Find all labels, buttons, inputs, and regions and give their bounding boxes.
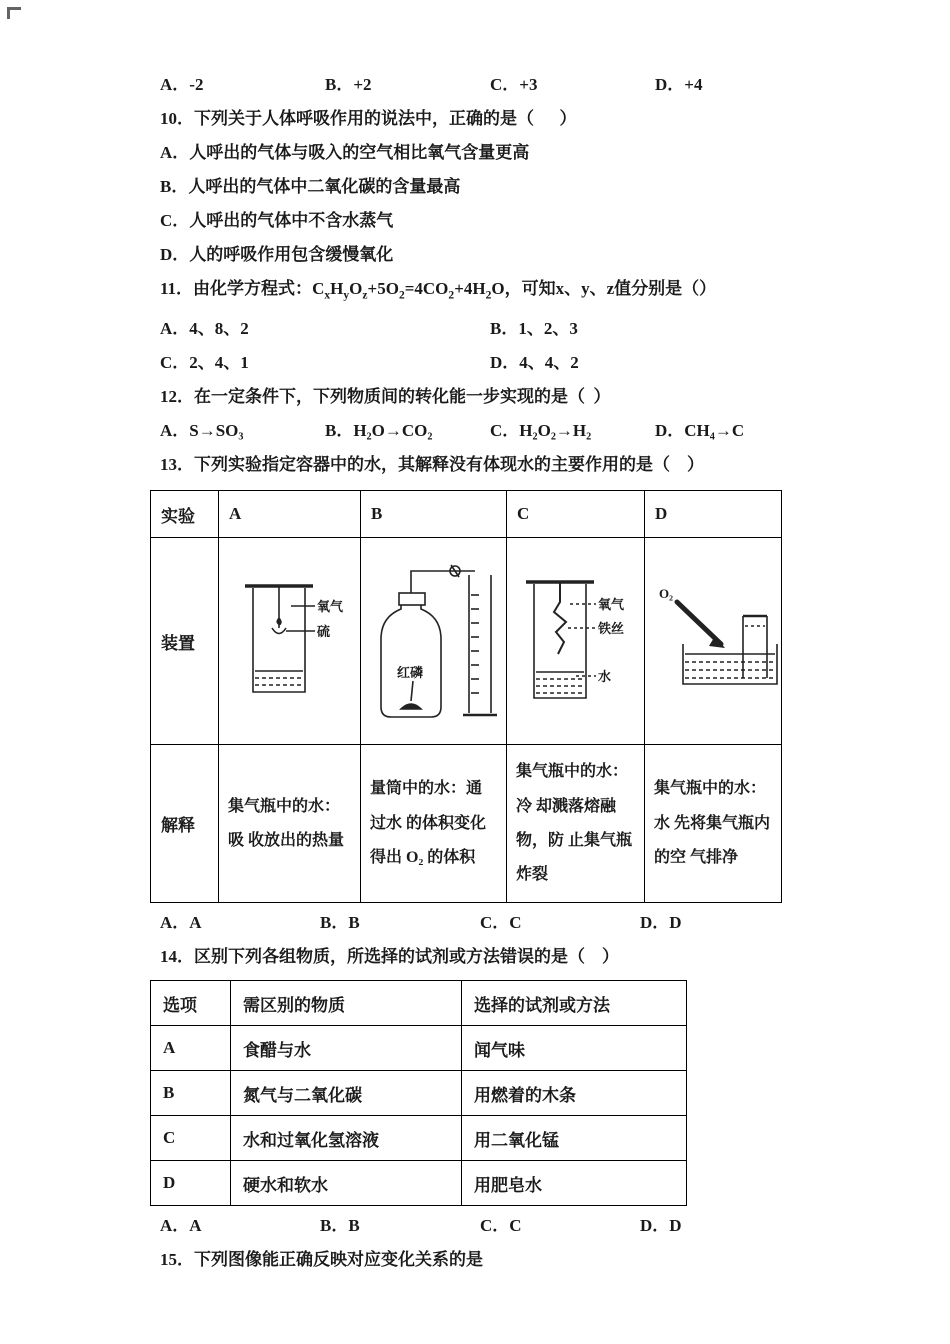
- scan-corner-artifact: [7, 7, 21, 19]
- option-item: D．CH₄→C: [655, 421, 745, 441]
- label-red-phosphorus: 红磷: [396, 665, 423, 681]
- trough-and-tube-shape: [677, 602, 777, 684]
- option-item: A．-2: [160, 75, 204, 94]
- q14-table-header-row: [151, 981, 687, 1026]
- q14-stem: 14．区别下列各组物质，所选择的试剂或方法错误的是（ ）: [160, 947, 619, 967]
- q13-table-header-row: [151, 491, 782, 538]
- jar-and-cylinder-shape: [381, 565, 497, 717]
- q13-apparatus-row-header: 装置: [151, 538, 219, 745]
- option-item: C．C: [480, 913, 522, 933]
- q11-options-row-2: [160, 346, 800, 380]
- q13-corner-header: 实验: [151, 491, 219, 538]
- label-oxygen: 氧气: [316, 598, 343, 614]
- q14-row-b-option: B: [151, 1071, 231, 1116]
- option-item: D．D: [640, 1216, 682, 1236]
- table-row: [151, 1026, 687, 1071]
- option-item: A．A: [160, 1216, 202, 1236]
- gas-bottle-shape: [245, 586, 315, 692]
- gas-bottle-wire-shape: [526, 582, 596, 698]
- label-oxygen: 氧气: [597, 597, 624, 613]
- q13-stem: 13．下列实验指定容器中的水，其解释没有体现水的主要作用的是（ ）: [160, 455, 704, 475]
- exam-content: [160, 68, 800, 1277]
- q12-options-row: [160, 414, 800, 448]
- q13-explanation-row: [151, 745, 782, 903]
- q10-stem: 10．下列关于人体呼吸作用的说法中，正确的是（ ）: [160, 109, 577, 128]
- q13-apparatus-row: [151, 538, 782, 745]
- sulfur-in-oxygen-bottle-diagram: [225, 574, 355, 709]
- q13-explanation-cell-a: 集气瓶中的水：吸 收放出的热量: [219, 745, 361, 903]
- q13-col-header-a: A: [219, 491, 361, 538]
- option-item: B．H₂O→CO₂: [325, 421, 433, 441]
- option-item: A．A: [160, 913, 202, 933]
- q13-apparatus-cell-d: [645, 538, 782, 745]
- q13-apparatus-cell-b: [361, 538, 507, 745]
- label-water: 水: [597, 669, 611, 685]
- q11-chemical-equation: $C_xH_yO_z+5O_2=4CO_2+4H_2O$: [312, 279, 505, 302]
- q14-row-d-substances: 硬水和软水: [231, 1161, 462, 1206]
- q14-row-c-method: 用二氧化锰: [462, 1116, 687, 1161]
- option-item: B．+2: [325, 75, 372, 94]
- option-item: B．1、2、3: [490, 319, 578, 339]
- q11-stem-suffix: ，可知x、y、z值分别是（）: [504, 279, 717, 298]
- option-item: D．D: [640, 913, 682, 933]
- q14-row-c-substances: 水和过氧化氢溶液: [231, 1116, 462, 1161]
- iron-wire-in-oxygen-diagram: [510, 570, 642, 712]
- q14-row-a-option: A: [151, 1026, 231, 1071]
- water-displacement-collection-diagram: [647, 582, 783, 700]
- q13-experiment-table: [150, 490, 782, 903]
- q13-answer-options-row: [160, 906, 800, 940]
- q13-explanation-cell-b: 量筒中的水：通过水 的体积变化得出 O₂ 的体积: [361, 745, 507, 903]
- q13-explanation-cell-c: 集气瓶中的水：冷 却溅落熔融物，防 止集气瓶炸裂: [507, 745, 645, 903]
- q14-header-substances: 需区别的物质: [231, 981, 462, 1026]
- table-row: [151, 1161, 687, 1206]
- q11-options-row-1: [160, 312, 800, 346]
- q10-option-b: B．人呼出的气体中二氧化碳的含量最高: [160, 177, 461, 196]
- option-item: B．B: [320, 913, 360, 933]
- q14-reagent-table: [150, 980, 687, 1206]
- option-item: D．+4: [655, 75, 703, 94]
- q13-explanation-row-header: 解释: [151, 745, 219, 903]
- red-phosphorus-cylinder-diagram: [365, 555, 503, 727]
- table-row: [151, 1071, 687, 1116]
- option-item: A．4、8、2: [160, 319, 249, 339]
- q9-options-row: [160, 68, 800, 102]
- q14-row-b-substances: 氮气与二氧化碳: [231, 1071, 462, 1116]
- q15-stem: 15．下列图像能正确反映对应变化关系的是: [160, 1250, 483, 1270]
- q13-explanation-cell-d: 集气瓶中的水：水 先将集气瓶内的空 气排净: [645, 745, 782, 903]
- q12-stem: 12．在一定条件下，下列物质间的转化能一步实现的是（ ）: [160, 387, 611, 407]
- q11-stem-prefix: 11．由化学方程式：: [160, 279, 313, 298]
- q13-col-header-c: C: [507, 491, 645, 538]
- q14-header-option: 选项: [151, 981, 231, 1026]
- q14-row-a-method: 闻气味: [462, 1026, 687, 1071]
- q10-option-d: D．人的呼吸作用包含缓慢氧化: [160, 245, 394, 264]
- option-item: C．+3: [490, 75, 538, 94]
- q14-header-method: 选择的试剂或方法: [462, 981, 687, 1026]
- q14-row-c-option: C: [151, 1116, 231, 1161]
- option-item: C．C: [480, 1216, 522, 1236]
- option-item: C．H₂O₂→H₂: [490, 421, 592, 441]
- q14-row-d-method: 用肥皂水: [462, 1161, 687, 1206]
- option-item: C．2、4、1: [160, 353, 249, 373]
- label-o2-gas: O₂: [659, 586, 674, 602]
- q11-stem: [160, 272, 800, 312]
- q13-apparatus-cell-a: [219, 538, 361, 745]
- table-row: [151, 1116, 687, 1161]
- option-item: A．S→SO₃: [160, 421, 244, 441]
- label-iron-wire: 铁丝: [597, 621, 624, 637]
- q13-col-header-b: B: [361, 491, 507, 538]
- q13-col-header-d: D: [645, 491, 782, 538]
- q14-row-b-method: 用燃着的木条: [462, 1071, 687, 1116]
- q13-apparatus-cell-c: [507, 538, 645, 745]
- q14-row-d-option: D: [151, 1161, 231, 1206]
- q14-answer-options-row: [160, 1209, 800, 1243]
- q10-option-a: A．人呼出的气体与吸入的空气相比氧气含量更高: [160, 143, 530, 162]
- q14-row-a-substances: 食醋与水: [231, 1026, 462, 1071]
- q10-option-c: C．人呼出的气体中不含水蒸气: [160, 211, 394, 230]
- option-item: B．B: [320, 1216, 360, 1236]
- option-item: D．4、4、2: [490, 353, 579, 373]
- label-sulfur: 硫: [316, 623, 330, 639]
